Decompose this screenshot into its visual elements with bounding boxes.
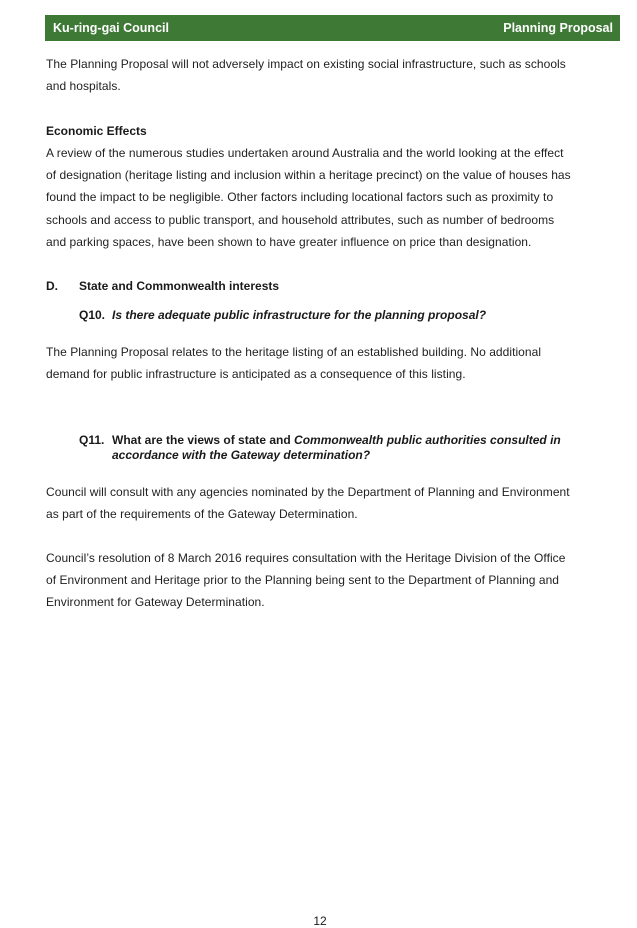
section-title: State and Commonwealth interests	[79, 279, 280, 293]
q11-answer-1	[46, 481, 606, 525]
text-line: demand for public infrastructure is anticipated as a consequence of this listing.	[46, 367, 466, 382]
question-text-plain: What are the views of state and	[112, 433, 295, 447]
question-text: Is there adequate public infrastructure for the planning proposal?	[112, 308, 487, 322]
text-line: The Planning Proposal relates to the heritage listing of an established building. No additional	[46, 345, 542, 359]
text-line: of designation (heritage listing and inclusion within a heritage precinct) on the value of houses has	[46, 168, 571, 183]
social-paragraph	[46, 53, 606, 97]
section-letter: D.	[46, 279, 58, 293]
page-header	[45, 15, 620, 41]
text-line: and parking spaces, have been shown to have greater influence on price than designation.	[46, 234, 532, 249]
text-line: The Planning Proposal will not adversely impact on existing social infrastructure, such as schools	[46, 57, 566, 71]
question-number: Q11.	[79, 433, 105, 447]
question-number: Q10.	[79, 308, 106, 322]
section-heading-d	[46, 279, 279, 293]
document-type: Planning Proposal	[503, 21, 613, 35]
q11-answer-2	[46, 547, 606, 614]
text-line: as part of the requirements of the Gateway Determination.	[46, 507, 358, 522]
q10-answer	[46, 341, 606, 385]
economic-heading: Economic Effects	[46, 124, 147, 138]
text-line: Council’s resolution of 8 March 2016 requires consultation with the Heritage Division of the Office	[46, 551, 566, 565]
economic-paragraph	[46, 142, 606, 253]
text-line: of Environment and Heritage prior to the Planning being sent to the Department of Planning and	[46, 573, 560, 588]
council-name: Ku-ring-gai Council	[53, 21, 169, 35]
text-line: Environment for Gateway Determination.	[46, 595, 265, 610]
question-q11	[79, 433, 561, 463]
question-text-line2: accordance with the Gateway determination?	[112, 448, 371, 462]
text-line: found the impact to be negligible. Other factors including locational factors such as proximity to	[46, 190, 554, 205]
text-line: and hospitals.	[46, 79, 121, 94]
question-q10	[79, 308, 486, 323]
question-text-italic: Commonwealth public authorities consulted in	[294, 433, 561, 447]
page-number: 12	[313, 914, 327, 928]
text-line: schools and access to public transport, and household attributes, such as number of bedrooms	[46, 212, 555, 227]
text-line: Council will consult with any agencies nominated by the Department of Planning and Environment	[46, 485, 570, 499]
text-line: A review of the numerous studies undertaken around Australia and the world looking at the effect	[46, 146, 564, 160]
